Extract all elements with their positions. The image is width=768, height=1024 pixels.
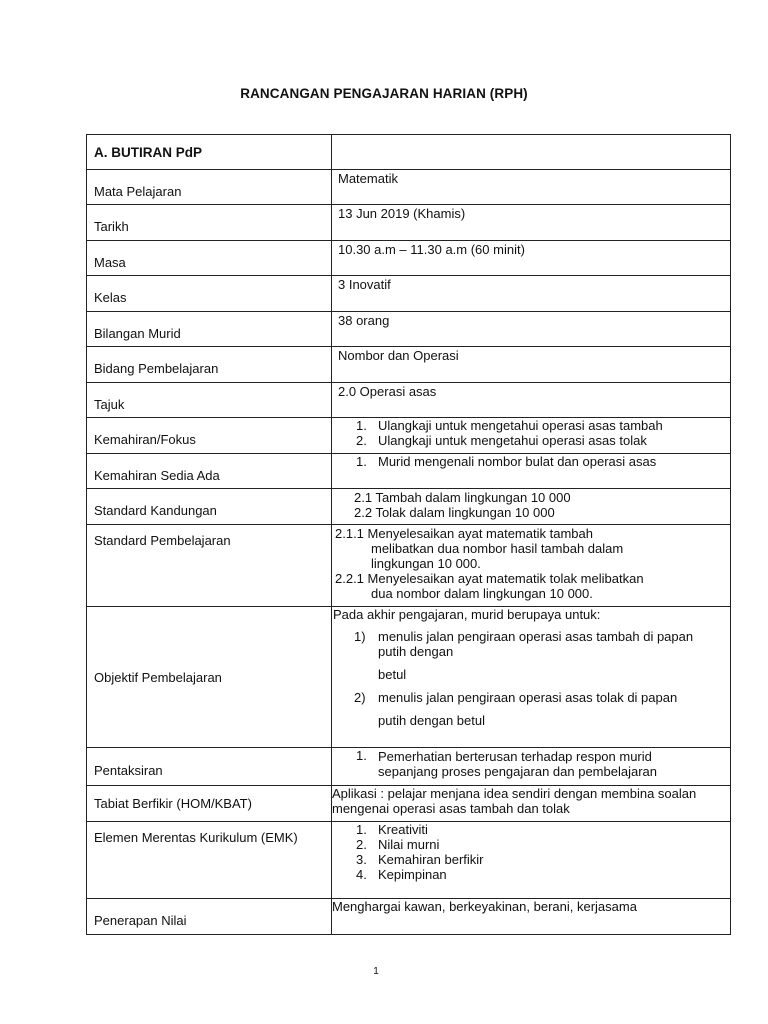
row-tabiat-berfikir — [87, 786, 731, 822]
list-kemahiran-fokus — [332, 418, 730, 448]
label-standard-kandungan: Standard Kandungan — [94, 503, 217, 518]
value-objektif-pembelajaran: Pada akhir pengajaran, murid berupaya untuk: 1) menulis jalan pengiraan operasi asas tambah di papan putih dengan betul 2) menulis jalan pengiraan operasi asas tolak di papan putih dengan betul — [332, 607, 730, 728]
row-penerapan-nilai — [87, 899, 731, 935]
rph-details-table — [86, 134, 731, 935]
value-penerapan-nilai: Menghargai kawan, berkeyakinan, berani, kerjasama — [332, 899, 637, 914]
row-mata-pelajaran — [87, 170, 731, 205]
value-standard-pembelajaran: 2.1.1 Menyelesaikan ayat matematik tambah melibatkan dua nombor hasil tambah dalam lingkungan 10 000. 2.2.1 Menyelesaikan ayat matematik tolak melibatkan dua nombor dalam lingkungan 10 000. — [335, 526, 644, 601]
value-bidang-pembelajaran: Nombor dan Operasi — [338, 348, 459, 363]
label-kemahiran-sedia-ada: Kemahiran Sedia Ada — [94, 467, 220, 483]
value-kelas: 3 Inovatif — [338, 277, 391, 292]
row-masa — [87, 241, 731, 276]
row-standard-pembelajaran — [87, 525, 731, 607]
list-item: 4. Kepimpinan — [356, 867, 447, 882]
section-header-row — [87, 135, 731, 170]
value-tabiat-berfikir: Aplikasi : pelajar menjana idea sendiri dengan membina soalan mengenai operasi asas tambah dan tolak — [332, 786, 697, 816]
label-tabiat-berfikir: Tabiat Berfikir (HOM/KBAT) — [94, 796, 252, 811]
label-tajuk: Tajuk — [94, 396, 125, 412]
label-tarikh: Tarikh — [94, 219, 129, 234]
list-item: 3. Kemahiran berfikir — [356, 852, 484, 867]
row-standard-kandungan — [87, 489, 731, 525]
value-standard-kandungan: 2.1 Tambah dalam lingkungan 10 000 2.2 Tolak dalam lingkungan 10 000 — [354, 490, 571, 520]
row-bilangan-murid — [87, 312, 731, 347]
label-mata-pelajaran: Mata Pelajaran — [94, 183, 182, 199]
label-kemahiran-fokus: Kemahiran/Fokus — [94, 432, 196, 447]
row-emk — [87, 822, 731, 899]
label-penerapan-nilai: Penerapan Nilai — [94, 913, 187, 928]
list-item: 1. Murid mengenali nombor bulat dan operasi asas — [356, 454, 657, 469]
label-bilangan-murid: Bilangan Murid — [94, 325, 181, 341]
row-kemahiran-fokus — [87, 418, 731, 454]
list-item: 2. Nilai murni — [356, 837, 440, 852]
value-pentaksiran: 1. Pemerhatian berterusan terhadap respon murid sepanjang proses pengajaran dan pembelajaran — [356, 748, 657, 779]
value-mata-pelajaran: Matematik — [338, 171, 398, 186]
label-pentaksiran: Pentaksiran — [94, 763, 163, 778]
list-kemahiran-sedia-ada — [332, 454, 730, 469]
label-kelas: Kelas — [94, 290, 127, 305]
label-objektif-pembelajaran: Objektif Pembelajaran — [94, 669, 222, 685]
label-emk: Elemen Merentas Kurikulum (EMK) — [94, 830, 298, 845]
list-item: 1. Kreativiti — [356, 822, 428, 837]
section-header-value — [332, 135, 731, 170]
row-pentaksiran — [87, 748, 731, 786]
row-kemahiran-sedia-ada — [87, 454, 731, 489]
row-kelas — [87, 276, 731, 312]
page-number: 1 — [373, 966, 379, 977]
label-standard-pembelajaran: Standard Pembelajaran — [94, 533, 231, 548]
value-tajuk: 2.0 Operasi asas — [338, 384, 437, 399]
label-masa: Masa — [94, 254, 126, 270]
list-item: 2) menulis jalan pengiraan operasi asas tolak di papan putih dengan betul — [354, 690, 678, 728]
list-item: 2. Ulangkaji untuk mengetahui operasi asas tolak — [356, 433, 647, 448]
row-tajuk — [87, 383, 731, 418]
value-tarikh: 13 Jun 2019 (Khamis) — [338, 206, 466, 221]
list-emk — [332, 822, 730, 882]
list-item: 1. Ulangkaji untuk mengetahui operasi asas tambah — [356, 418, 663, 433]
list-item: 1) menulis jalan pengiraan operasi asas tambah di papan putih dengan betul — [354, 629, 694, 682]
row-objektif-pembelajaran — [87, 607, 731, 748]
label-bidang-pembelajaran: Bidang Pembelajaran — [94, 361, 219, 376]
row-bidang-pembelajaran — [87, 347, 731, 383]
page-title: RANCANGAN PENGAJARAN HARIAN (RPH) — [240, 86, 528, 101]
value-masa: 10.30 a.m – 11.30 a.m (60 minit) — [338, 242, 525, 257]
row-tarikh — [87, 205, 731, 241]
value-bilangan-murid: 38 orang — [338, 313, 390, 328]
section-header: A. BUTIRAN PdP — [87, 135, 332, 170]
